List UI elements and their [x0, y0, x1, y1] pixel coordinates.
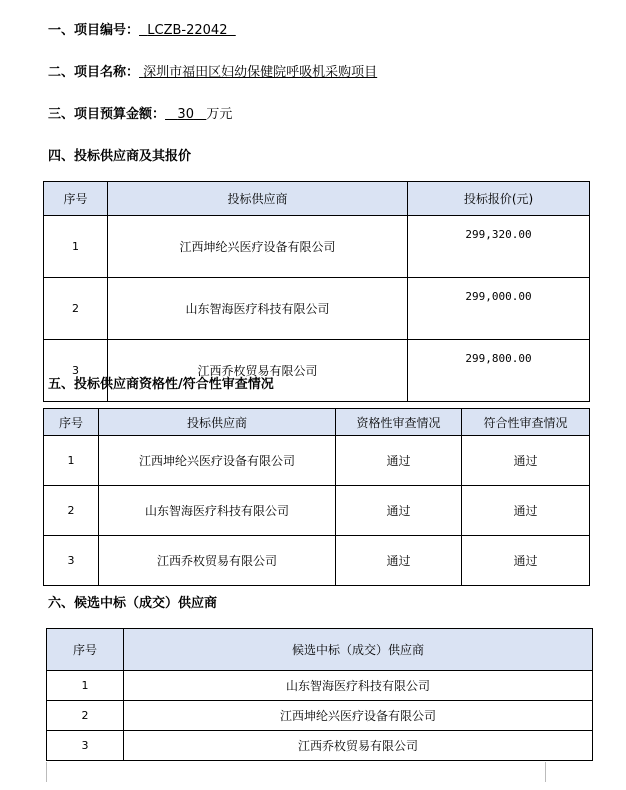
qualification-result: 通过: [336, 536, 462, 586]
table-header-row: [47, 629, 593, 671]
supplier-name: 山东智海医疗科技有限公司: [124, 671, 593, 701]
supplier-name: 江西乔枚贸易有限公司: [108, 340, 408, 402]
row-number: 1: [47, 671, 124, 701]
table-row: [44, 486, 590, 536]
supplier-name: 江西坤纶兴医疗设备有限公司: [108, 216, 408, 278]
col-header-no: 序号: [44, 182, 108, 216]
table-row: [44, 216, 590, 278]
col-header-candidate: 候选中标（成交）供应商: [124, 629, 593, 671]
section-label: 二、项目名称：: [48, 65, 140, 80]
supplier-name: 山东智海医疗科技有限公司: [99, 486, 336, 536]
table-row: [47, 731, 593, 761]
conformity-result: 通过: [462, 536, 590, 586]
bid-price: 299,000.00: [408, 278, 590, 340]
qualification-review-table: [43, 408, 590, 586]
table-row: [44, 436, 590, 486]
conformity-result: 通过: [462, 436, 590, 486]
row-number: 3: [44, 536, 99, 586]
section-label: 三、项目预算金额：: [48, 107, 166, 122]
row-number: 2: [47, 701, 124, 731]
table-row: [47, 671, 593, 701]
col-header-conformity: 符合性审查情况: [462, 409, 590, 436]
section-label: 一、项目编号：: [48, 23, 140, 38]
table-header-row: [44, 409, 590, 436]
col-header-qualification: 资格性审查情况: [336, 409, 462, 436]
conformity-result: 通过: [462, 486, 590, 536]
col-header-supplier: 投标供应商: [108, 182, 408, 216]
page-margin-mark: [46, 762, 47, 782]
project-number-value: LCZB-22042: [147, 23, 228, 38]
col-header-supplier: 投标供应商: [99, 409, 336, 436]
budget-unit: 万元: [206, 107, 233, 122]
qualification-result: 通过: [336, 436, 462, 486]
supplier-name: 江西乔枚贸易有限公司: [124, 731, 593, 761]
table-row: [44, 278, 590, 340]
section-project-number: [48, 22, 236, 40]
supplier-name: 江西坤纶兴医疗设备有限公司: [124, 701, 593, 731]
row-number: 1: [44, 436, 99, 486]
section-bidders-heading: 四、投标供应商及其报价: [48, 149, 192, 164]
supplier-name: 江西坤纶兴医疗设备有限公司: [99, 436, 336, 486]
bid-price: 299,320.00: [408, 216, 590, 278]
budget-value: 30: [177, 107, 194, 122]
project-name-value: 深圳市福田区妇幼保健院呼吸机采购项目: [143, 65, 378, 80]
row-number: 2: [44, 278, 108, 340]
candidate-winner-table: [46, 628, 593, 761]
supplier-name: 江西乔枚贸易有限公司: [99, 536, 336, 586]
table-row: [44, 536, 590, 586]
section-project-name: [48, 64, 377, 82]
section-budget: [48, 106, 232, 124]
bid-price: 299,800.00: [408, 340, 590, 402]
bidders-price-table: [43, 181, 590, 402]
section-review-heading: 五、投标供应商资格性/符合性审查情况: [48, 377, 274, 392]
section-winner-heading: 六、候选中标（成交）供应商: [48, 596, 218, 611]
page-margin-mark: [545, 762, 546, 782]
col-header-no: 序号: [47, 629, 124, 671]
table-row: [47, 701, 593, 731]
supplier-name: 山东智海医疗科技有限公司: [108, 278, 408, 340]
row-number: 3: [44, 340, 108, 402]
qualification-result: 通过: [336, 486, 462, 536]
row-number: 2: [44, 486, 99, 536]
row-number: 3: [47, 731, 124, 761]
col-header-price: 投标报价(元): [408, 182, 590, 216]
table-header-row: [44, 182, 590, 216]
row-number: 1: [44, 216, 108, 278]
col-header-no: 序号: [44, 409, 99, 436]
